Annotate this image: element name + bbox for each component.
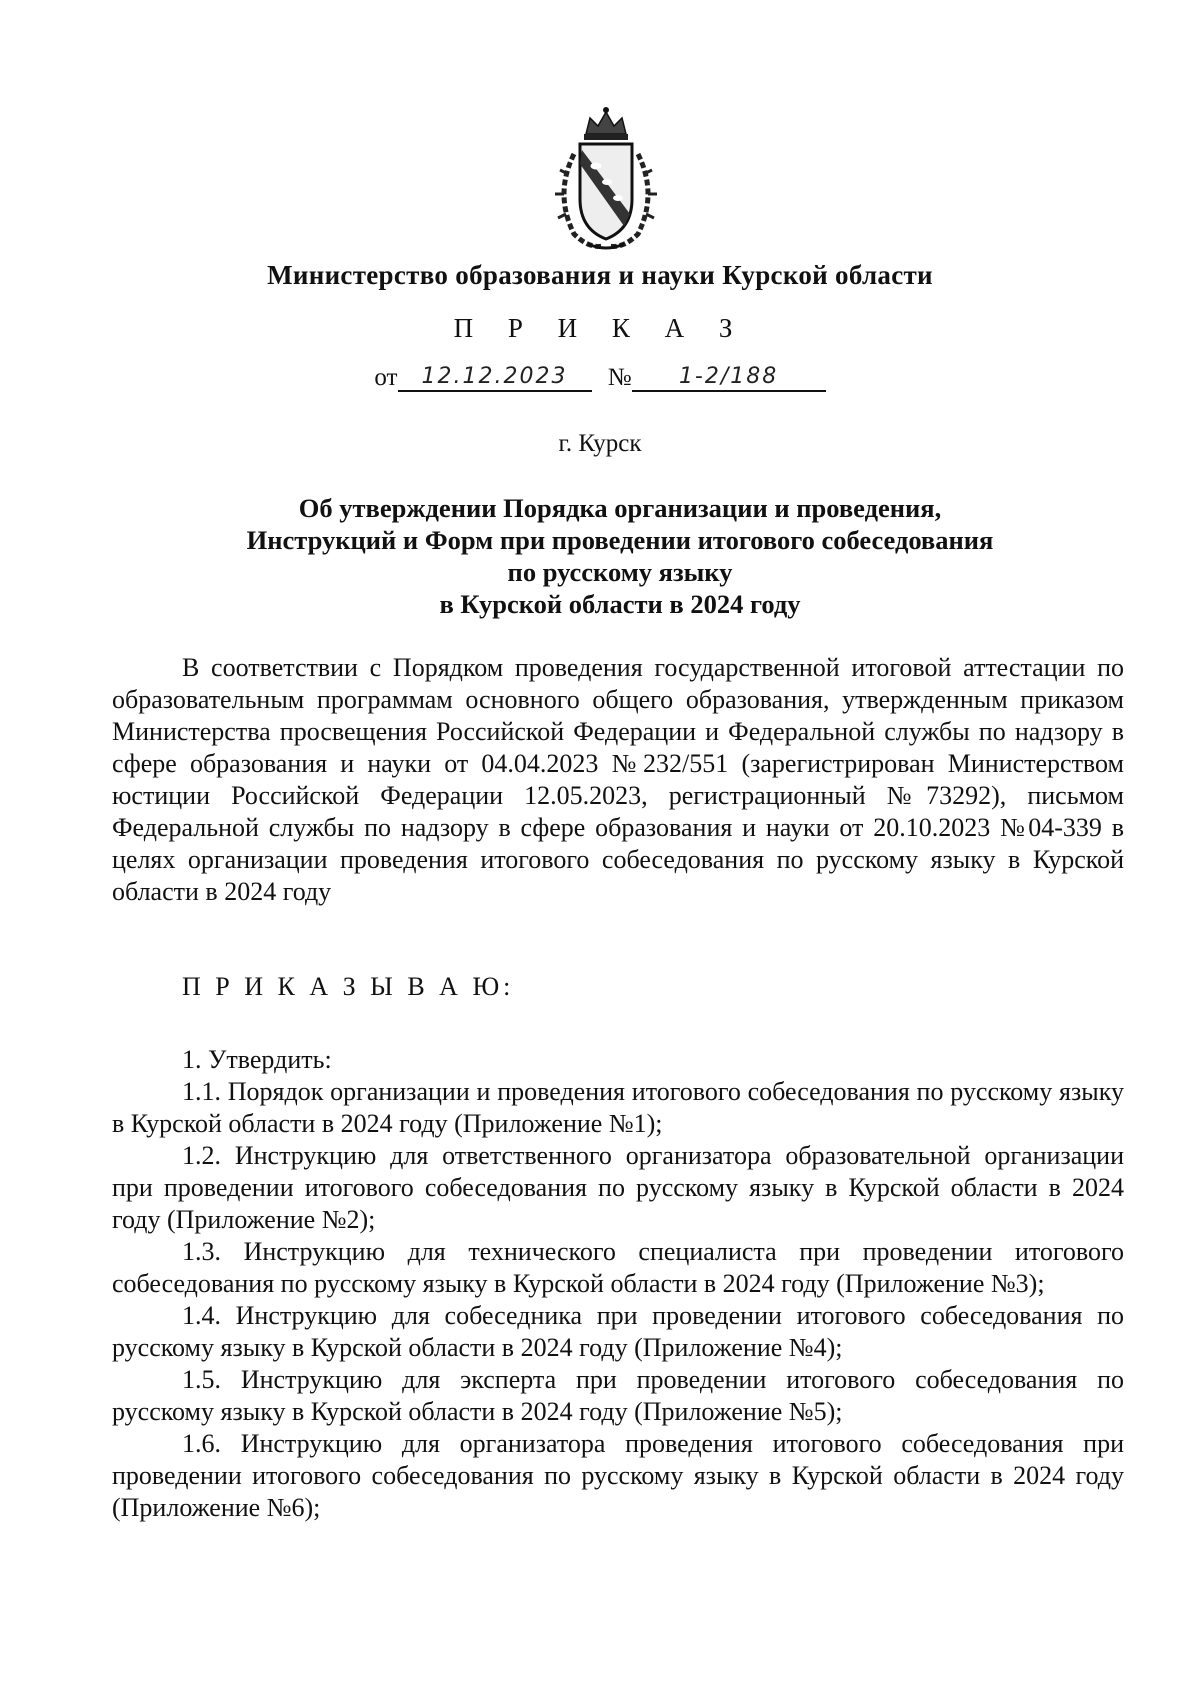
list-item: 1.6. Инструкцию для организатора проведения итогового собеседования при проведении итогового собеседования по русскому языку в Курской области в 2024 году (Приложение №6);: [112, 1429, 1124, 1522]
ministry-name: Министерство образования и науки Курской области: [267, 260, 933, 290]
document-title: [200, 492, 1040, 620]
order-heading: П Р И К А З: [453, 313, 747, 343]
title-line: в Курской области в 2024 году: [439, 589, 801, 619]
preamble-block: [112, 652, 1124, 908]
order-items-list: [112, 1044, 1124, 1524]
list-item: 1.5. Инструкцию для эксперта при проведении итогового собеседования по русскому языку в Курской области в 2024 году (Приложение №5);: [112, 1365, 1124, 1426]
preamble-paragraph: В соответствии с Порядком проведения государственной итоговой аттестации по образовательным программам основного общего образования, утвержденным приказом Министерства просвещения Российской Федерации и Федеральной службы по надзору в сфере образования и науки от 04.04.2023 №232/551 (зарегистрирован Министерством юстиции Российской Федерации 12.05.2023, регистрационный №73292), письмом Федеральной службы по надзору в сфере образования и науки от 20.10.2023 №04-339 в целях организации проведения итогового собеседования по русскому языку в Курской области в 2024 году: [112, 653, 1124, 906]
handwritten-date: 12.12.2023: [398, 364, 592, 392]
title-line: по русскому языку: [507, 557, 733, 587]
list-item: 1.4. Инструкцию для собеседника при проведении итогового собеседования по русскому языку в Курской области в 2024 году (Приложение №4);: [112, 1301, 1124, 1362]
city: г. Курск: [558, 430, 642, 457]
handwritten-number: 1-2/188: [632, 364, 826, 392]
number-prefix: №: [607, 364, 632, 391]
list-item: 1.2. Инструкцию для ответственного организатора образовательной организации при проведении итогового собеседования по русскому языку в Курской области в 2024 году (Приложение №2);: [112, 1141, 1124, 1234]
list-item: 1.3. Инструкцию для технического специалиста при проведении итогового собеседования по русскому языку в Курской области в 2024 году (Приложение №3);: [112, 1237, 1124, 1298]
orders-heading: П Р И К А З Ы В А Ю:: [182, 972, 515, 1001]
list-item: 1. Утвердить:: [182, 1045, 332, 1074]
list-item: 1.1. Порядок организации и проведения итогового собеседования по русскому языку в Курской области в 2024 году (Приложение №1);: [112, 1077, 1124, 1138]
date-prefix: от: [374, 364, 398, 391]
order-date-number: [0, 364, 1200, 398]
title-line: Инструкций и Форм при проведении итогового собеседования: [246, 525, 994, 555]
title-line: Об утверждении Порядка организации и проведения,: [298, 493, 942, 523]
kursk-coat-of-arms-icon: [544, 104, 668, 254]
